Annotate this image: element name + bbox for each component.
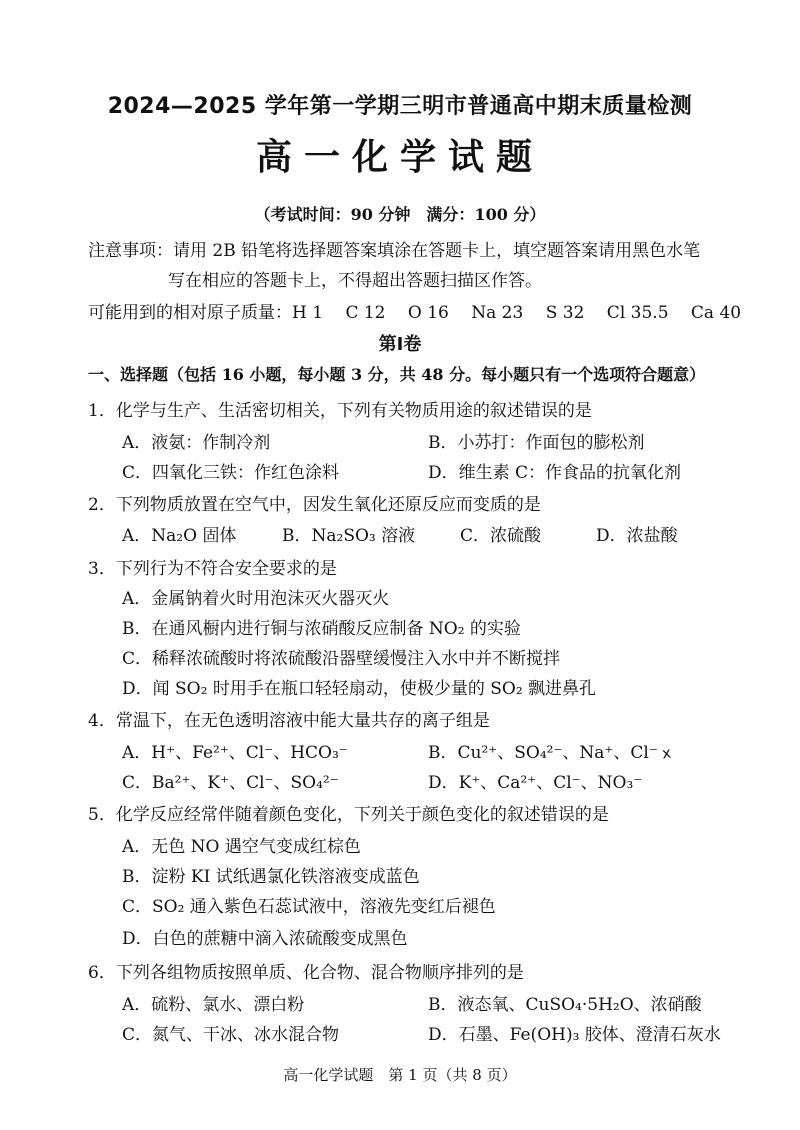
notice-line-1: 注意事项：请用 2B 铅笔将选择题答案填涂在答题卡上，填空题答案请用黑色水笔: [88, 241, 701, 261]
question-2-option-d: D．浓盐酸: [596, 526, 678, 546]
volume-title: 第Ⅰ卷: [378, 334, 422, 355]
question-5-option-a: A．无色 NO 遇空气变成红棕色: [122, 837, 361, 857]
question-1-option-b: B．小苏打：作面包的膨松剂: [428, 433, 645, 453]
question-1-option-d: D．维生素 C：作食品的抗氧化剂: [428, 463, 682, 483]
question-3-option-a: A．金属钠着火时用泡沫灭火器灭火: [122, 589, 390, 609]
question-5-stem: 5．化学反应经常伴随着颜色变化，下列关于颜色变化的叙述错误的是: [88, 805, 609, 825]
atomic-masses: 可能用到的相对原子质量：H 1 C 12 O 16 Na 23 S 32 Cl 35.5 Ca 40: [88, 303, 742, 323]
question-4-option-a: A．H⁺、Fe²⁺、Cl⁻、HCO₃⁻: [122, 743, 348, 763]
exam-info: （考试时间：90 分钟 满分：100 分）: [254, 205, 546, 224]
question-2-option-b: B．Na₂SO₃ 溶液: [282, 526, 416, 546]
question-6-stem: 6．下列各组物质按照单质、化合物、混合物顺序排列的是: [88, 963, 524, 983]
question-4-option-d: D．K⁺、Ca²⁺、Cl⁻、NO₃⁻: [428, 773, 643, 793]
question-3-option-b: B．在通风橱内进行铜与浓硝酸反应制备 NO₂ 的实验: [122, 619, 521, 639]
question-1-stem: 1．化学与生产、生活密切相关，下列有关物质用途的叙述错误的是: [88, 401, 592, 421]
subject-title: 高一化学试题: [255, 137, 544, 178]
question-5-option-c: C．SO₂ 通入紫色石蕊试液中，溶液先变红后褪色: [122, 897, 496, 917]
exam-title: 2024—2025 学年第一学期三明市普通高中期末质量检测: [107, 94, 693, 119]
section-title: 一、选择题（包括 16 小题，每小题 3 分，共 48 分。每小题只有一个选项符合题意）: [88, 365, 706, 384]
question-6-option-c: C．氮气、干冰、冰水混合物: [122, 1025, 340, 1045]
question-6-option-a: A．硫粉、氯水、漂白粉: [122, 995, 305, 1015]
question-3-option-d: D．闻 SO₂ 时用手在瓶口轻轻扇动，使极少量的 SO₂ 飘进鼻孔: [122, 679, 597, 699]
question-1-option-a: A．液氨：作制冷剂: [122, 433, 271, 453]
question-6-option-d: D．石墨、Fe(OH)₃ 胶体、澄清石灰水: [428, 1025, 721, 1045]
handwritten-mark: x: [660, 743, 673, 763]
question-2-option-c: C．浓硫酸: [460, 526, 542, 546]
question-5-option-b: B．淀粉 KI 试纸遇氯化铁溶液变成蓝色: [122, 867, 420, 887]
question-4-option-b: B．Cu²⁺、SO₄²⁻、Na⁺、Cl⁻: [428, 743, 658, 763]
question-4-option-c: C．Ba²⁺、K⁺、Cl⁻、SO₄²⁻: [122, 773, 339, 793]
question-4-stem: 4．常温下，在无色透明溶液中能大量共存的离子组是: [88, 711, 490, 731]
question-1-option-c: C．四氧化三铁：作红色涂料: [122, 463, 340, 483]
question-2-option-a: A．Na₂O 固体: [122, 526, 237, 546]
question-6-option-b: B．液态氧、CuSO₄·5H₂O、浓硝酸: [428, 995, 702, 1015]
page-footer: 高一化学试题 第 1 页（共 8 页）: [283, 1066, 517, 1084]
question-5-option-d: D．白色的蔗糖中滴入浓硫酸变成黑色: [122, 929, 408, 949]
question-2-stem: 2．下列物质放置在空气中，因发生氧化还原反应而变质的是: [88, 495, 541, 515]
notice-line-2: 写在相应的答题卡上，不得超出答题扫描区作答。: [168, 271, 542, 291]
question-3-stem: 3．下列行为不符合安全要求的是: [88, 559, 337, 579]
question-3-option-c: C．稀释浓硫酸时将浓硫酸沿器壁缓慢注入水中并不断搅拌: [122, 649, 561, 669]
